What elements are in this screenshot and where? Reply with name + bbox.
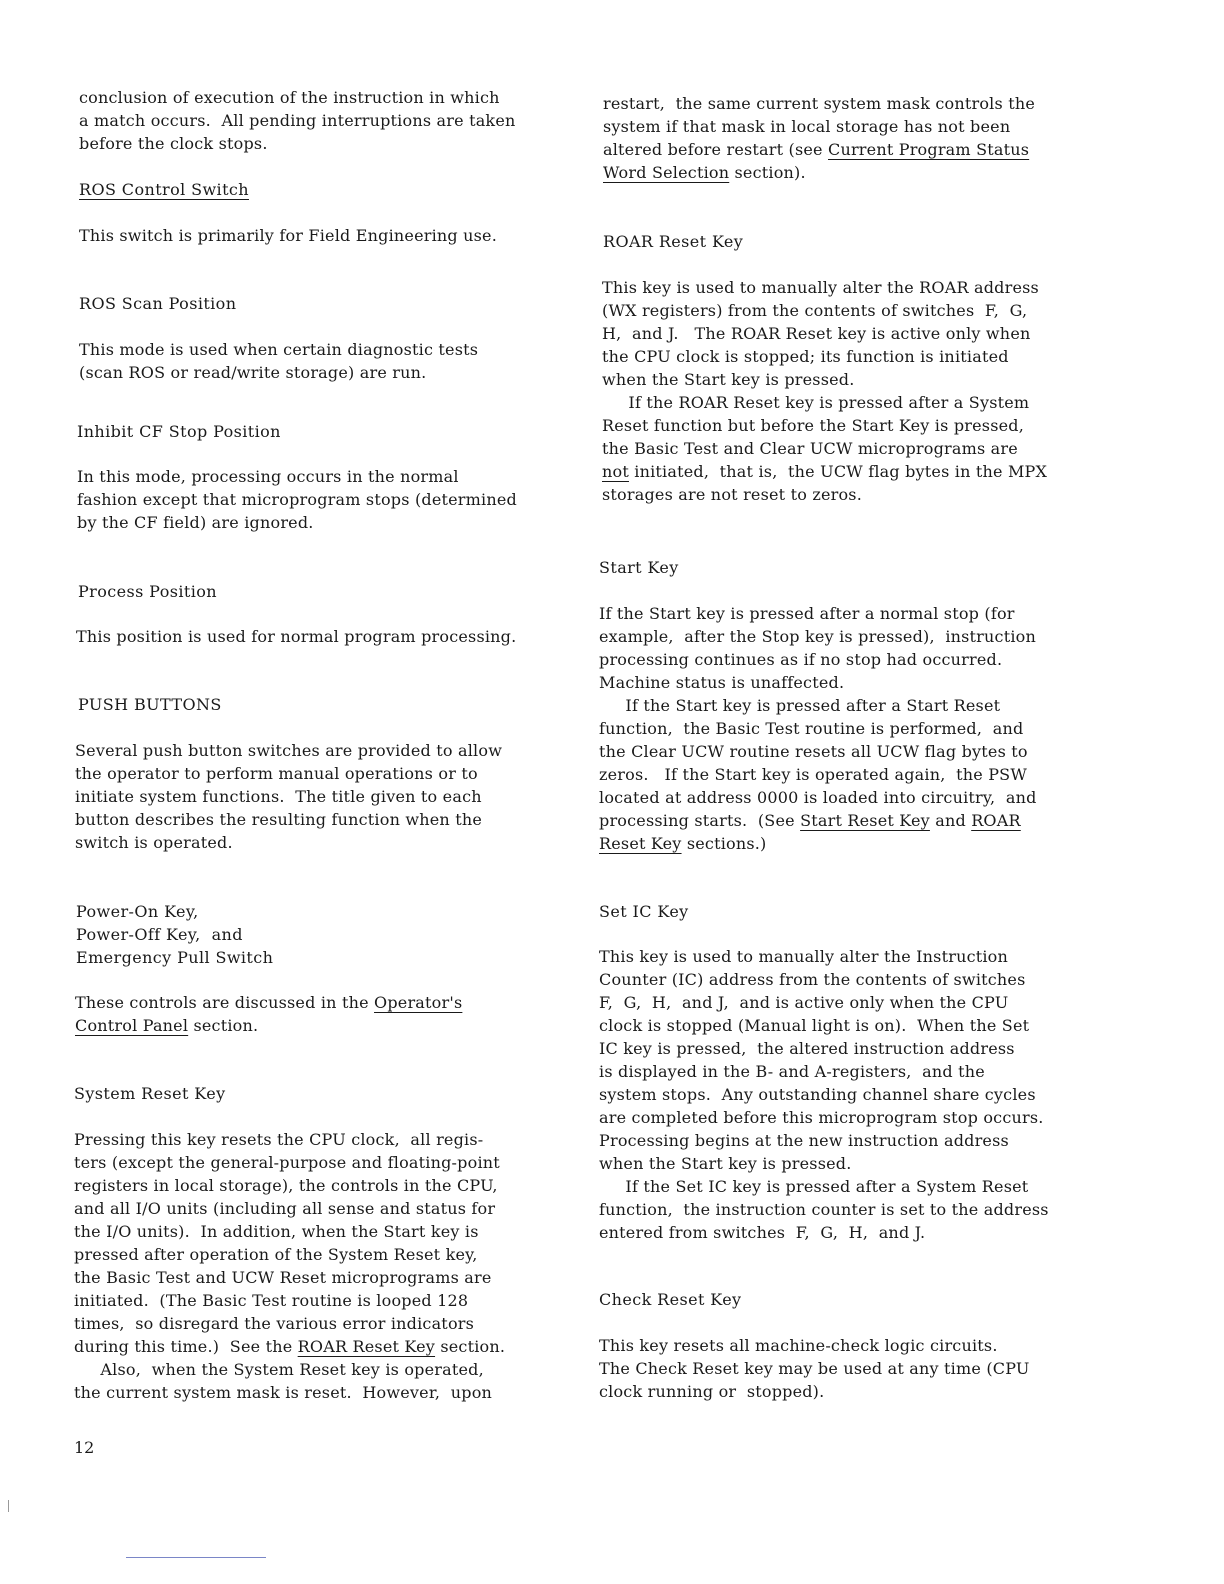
check-reset-key-text: This key resets all machine-check logic circuits. The Check Reset key may be used at any time (CPU clock running or stopped). — [599, 1336, 1030, 1401]
not-emphasis: not — [602, 462, 629, 481]
ros-control-switch-text: This switch is primarily for Field Engineering use. — [79, 226, 498, 245]
roar-reset-key-text — [602, 276, 1047, 506]
restart-paragraph — [603, 92, 1035, 184]
push-buttons-heading: PUSH BUTTONS — [78, 695, 222, 714]
start-text-1: If the Start key is pressed after a normal stop (for example, after the Stop key is pressed), instruction processing continues as if no stop had occurred. Machine status is unaffected. If the Start key is pressed after a Start Reset function, the Basic Test routine is performed, and the Clear UCW routine resets all UCW flag bytes to zeros. If the Start key is operated again, the PSW located at address 0000 is loaded into circuitry, and processing starts. (See — [599, 604, 1037, 830]
word-selection-link[interactable]: Word Selection — [603, 163, 730, 182]
ros-control-switch-heading: ROS Control Switch — [79, 180, 249, 199]
set-ic-key-heading: Set IC Key — [599, 902, 689, 921]
restart-text-1: restart, the same current system mask controls the system if that mask in local storage has not been altered before restart (see — [603, 94, 1035, 159]
current-psw-link[interactable]: Current Program Status — [828, 140, 1030, 159]
controls-text: These controls are discussed in the — [75, 993, 375, 1012]
restart-text-2: section). — [729, 163, 806, 182]
controls-paragraph — [75, 991, 462, 1037]
roar-text-1: This key is used to manually alter the ROAR address (WX registers) from the contents of switches F, G, H, and J. The ROAR Reset key is active only when the CPU clock is stopped; its function is initiated when the Start key is pressed. If the ROAR Reset key is pressed after a System Reset function but before the Start Key is pressed, the Basic Test and Clear UCW microprograms are — [602, 278, 1039, 458]
start-key-heading: Start Key — [599, 558, 679, 577]
start-text-3: sections.) — [681, 834, 767, 853]
system-reset-text-2: section. Also, when the System Reset key is operated, the current system mask is reset. However, upon — [74, 1337, 506, 1402]
roar-reset-key-link[interactable]: ROAR Reset Key — [297, 1337, 436, 1356]
start-key-text — [599, 602, 1037, 855]
reset-key-link[interactable]: Reset Key — [599, 834, 682, 853]
roar-text-2: initiated, that is, the UCW flag bytes in the MPX storages are not reset to zeros. — [602, 462, 1048, 504]
operators-panel-link[interactable]: Operator's — [374, 993, 463, 1012]
start-text-2: and — [929, 811, 972, 830]
start-reset-key-link[interactable]: Start Reset Key — [800, 811, 930, 830]
margin-mark — [8, 1500, 9, 1512]
inhibit-cf-stop-heading: Inhibit CF Stop Position — [77, 422, 281, 441]
ros-scan-position-text: This mode is used when certain diagnostic tests (scan ROS or read/write storage) are run. — [79, 340, 479, 382]
system-reset-key-text — [74, 1128, 505, 1404]
process-position-heading: Process Position — [78, 582, 217, 601]
inhibit-cf-stop-text: In this mode, processing occurs in the normal fashion except that microprogram stops (determined by the CF field) are ignored. — [77, 467, 517, 532]
process-position-text: This position is used for normal program processing. — [76, 627, 517, 646]
ros-scan-position-heading: ROS Scan Position — [79, 294, 237, 313]
push-buttons-text: Several push button switches are provided to allow the operator to perform manual operations or to initiate system functions. The title given to each button describes the resulting function when the switch is operated. — [75, 741, 503, 852]
page-number: 12 — [74, 1438, 95, 1457]
power-keys-heading: Power-On Key, Power-Off Key, and Emergency Pull Switch — [76, 902, 274, 967]
roar-reset-key-heading: ROAR Reset Key — [603, 232, 744, 251]
control-panel-link[interactable]: Control Panel — [75, 1016, 189, 1035]
system-reset-text-1: Pressing this key resets the CPU clock, all regis- ters (except the general-purpose and floating-point registers in local storage), the controls in the CPU, and all I/O units (including all sense and status for the I/O units). In addition, when the Start key is pressed after operation of the System Reset key, the Basic Test and UCW Reset microprograms are initiated. (The Basic Test routine is looped 128 times, so disregard the various error indicators during this time.) See the — [74, 1130, 500, 1356]
controls-text-end: section. — [188, 1016, 259, 1035]
set-ic-key-text: This key is used to manually alter the Instruction Counter (IC) address from the contents of switches F, G, H, and J, and is active only when the CPU clock is stopped (Manual light is on). When the Set IC key is pressed, the altered instruction address is displayed in the B- and A-registers, and the system stops. Any outstanding channel share cycles are completed before this microprogram stop occurs. Processing begins at the new instruction address when the Start key is pressed. If the Set IC key is pressed after a System Reset function, the instruction counter is set to the address entered from switches F, G, H, and J. — [599, 947, 1049, 1242]
intro-paragraph: conclusion of execution of the instruction in which a match occurs. All pending interruptions are taken before the clock stops. — [79, 88, 516, 153]
footer-rule — [126, 1557, 266, 1558]
check-reset-key-heading: Check Reset Key — [599, 1290, 742, 1309]
system-reset-key-heading: System Reset Key — [74, 1084, 226, 1103]
roar-link[interactable]: ROAR — [971, 811, 1021, 830]
